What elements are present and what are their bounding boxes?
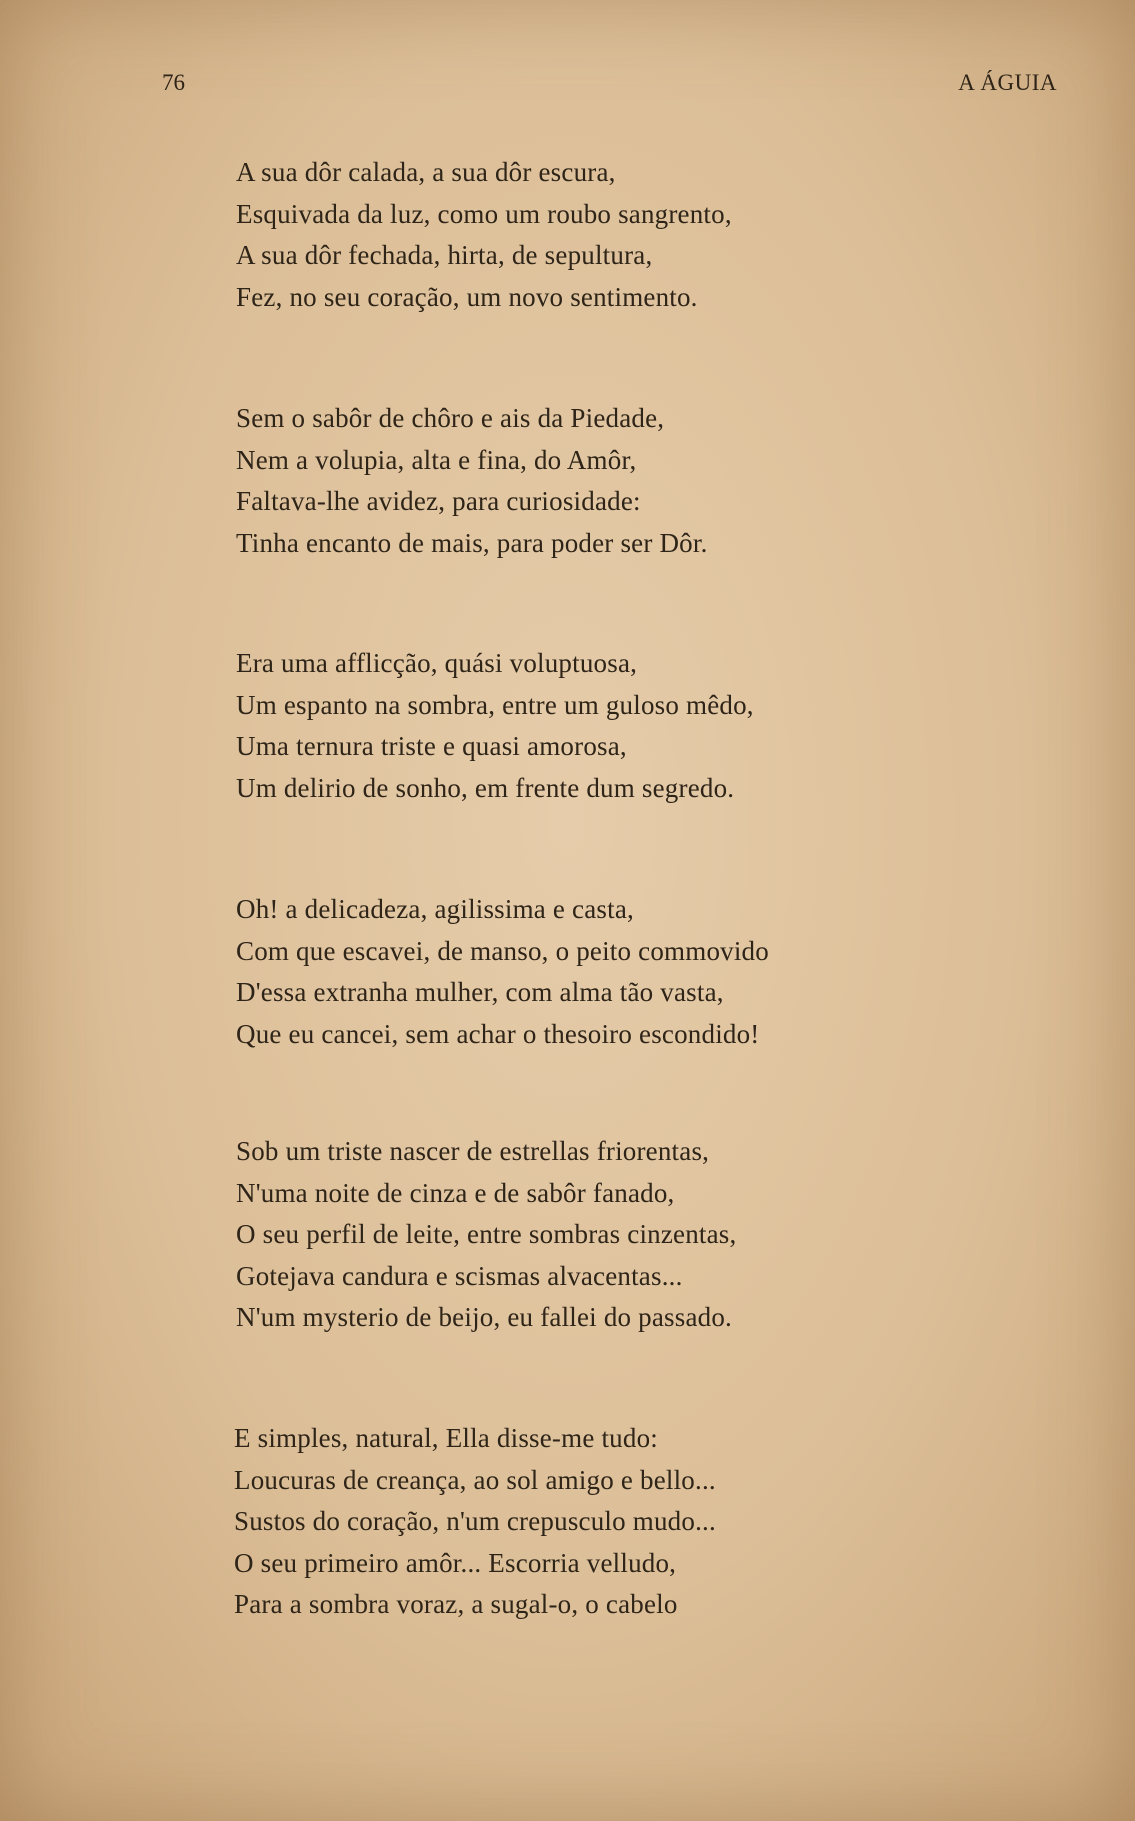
stanza-2	[236, 398, 708, 564]
verse-line: N'uma noite de cinza e de sabôr fanado,	[236, 1177, 675, 1208]
verse-line: Sob um triste nascer de estrellas friorentas,	[236, 1136, 710, 1166]
verse-line: Uma ternura triste e quasi amorosa,	[236, 731, 627, 761]
verse-line: Faltava-lhe avidez, para curiosidade:	[236, 486, 641, 516]
verse-line: Fez, no seu coração, um novo sentimento.	[236, 281, 698, 312]
verse-line: Sustos do coração, n'um crepusculo mudo...	[234, 1506, 716, 1536]
stanza-3	[236, 643, 754, 809]
verse-line: A sua dôr fechada, hirta, de sepultura,	[236, 240, 653, 270]
page-number: 76	[162, 70, 185, 95]
verse-line: Loucuras de creança, ao sol amigo e bello...	[234, 1464, 716, 1495]
verse-line: Nem a volupia, alta e fina, do Amôr,	[236, 444, 637, 475]
stanza-6	[234, 1418, 716, 1626]
verse-line: A sua dôr calada, a sua dôr escura,	[236, 157, 616, 187]
stanza-4	[236, 889, 769, 1055]
running-title: A ÁGUIA	[958, 70, 1057, 95]
page-header	[162, 70, 1057, 100]
verse-line: Que eu cancei, sem achar o thesoiro escondido!	[236, 1018, 760, 1049]
verse-line: Um espanto na sombra, entre um guloso mêdo,	[236, 689, 754, 720]
verse-line: O seu perfil de leite, entre sombras cinzentas,	[236, 1219, 737, 1249]
verse-line: E simples, natural, Ella disse-me tudo:	[234, 1423, 658, 1453]
verse-line: Um delirio de sonho, em frente dum segredo.	[236, 772, 735, 803]
verse-line: O seu primeiro amôr... Escorria velludo,	[234, 1547, 677, 1578]
verse-line: Era uma afflicção, quási voluptuosa,	[236, 648, 638, 678]
verse-line: Gotejava candura e scismas alvacentas...	[236, 1260, 683, 1291]
verse-line: Sem o sabôr de chôro e ais da Piedade,	[236, 403, 665, 433]
verse-line: Com que escavei, de manso, o peito commovido	[236, 935, 769, 966]
verse-line: Para a sombra voraz, a sugal-o, o cabelo	[234, 1589, 678, 1619]
verse-line: D'essa extranha mulher, com alma tão vasta,	[236, 977, 724, 1007]
verse-line: Oh! a delicadeza, agilissima e casta,	[236, 894, 634, 924]
verse-line: Tinha encanto de mais, para poder ser Dôr.	[236, 527, 708, 558]
stanza-1	[236, 152, 732, 318]
verse-line: N'um mysterio de beijo, eu fallei do passado.	[236, 1302, 733, 1332]
verse-line: Esquivada da luz, como um roubo sangrento,	[236, 198, 732, 229]
stanza-5	[236, 1131, 736, 1339]
